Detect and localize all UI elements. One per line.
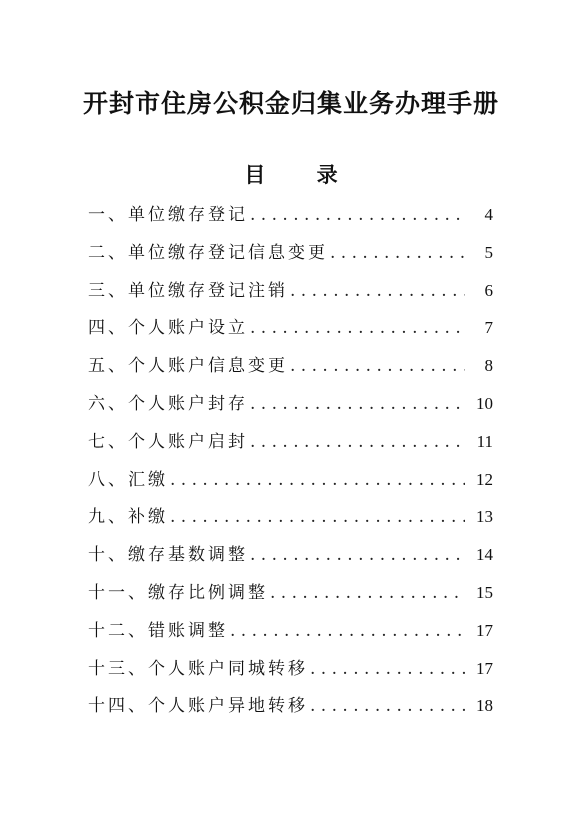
dot-leader bbox=[250, 424, 465, 462]
toc-entry[interactable] bbox=[88, 461, 493, 499]
dot-leader bbox=[290, 273, 465, 311]
dot-leader bbox=[310, 651, 465, 689]
toc-entry[interactable] bbox=[88, 650, 493, 688]
toc-entry[interactable] bbox=[88, 385, 493, 423]
toc-entry-page: 17 bbox=[476, 658, 493, 678]
toc-entry-page: 5 bbox=[484, 242, 493, 262]
toc-entry-label: 九、补缴 bbox=[88, 507, 168, 528]
dot-leader bbox=[170, 499, 465, 537]
toc-entry-page: 12 bbox=[476, 469, 493, 489]
toc-entry-page: 14 bbox=[476, 545, 493, 565]
toc-entry[interactable] bbox=[88, 687, 493, 725]
toc-entry-page: 15 bbox=[476, 582, 493, 602]
toc-entry[interactable] bbox=[88, 423, 493, 461]
toc-entry-label: 八、汇缴 bbox=[88, 469, 168, 490]
toc-entry[interactable] bbox=[88, 498, 493, 536]
toc-entry-label: 四、个人账户设立 bbox=[88, 318, 248, 339]
dot-leader bbox=[250, 537, 465, 575]
dot-leader bbox=[310, 688, 465, 726]
toc-entry[interactable] bbox=[88, 272, 493, 310]
toc-entry-page: 11 bbox=[476, 431, 493, 451]
dot-leader bbox=[250, 386, 465, 424]
toc-entry[interactable] bbox=[88, 574, 493, 612]
toc-entry-page: 17 bbox=[476, 620, 493, 640]
toc-entry[interactable] bbox=[88, 347, 493, 385]
toc-entry-label: 十一、缴存比例调整 bbox=[88, 582, 268, 603]
toc-entry-label: 十二、错账调整 bbox=[88, 620, 228, 641]
toc-entry[interactable] bbox=[88, 196, 493, 234]
toc-entry-page: 13 bbox=[476, 507, 493, 527]
toc-heading: 目 录 bbox=[244, 163, 360, 187]
toc-entry-label: 五、个人账户信息变更 bbox=[88, 356, 288, 377]
toc-entry-page: 6 bbox=[484, 280, 493, 300]
toc-entry-page: 10 bbox=[476, 393, 493, 413]
toc-entry-page: 8 bbox=[484, 356, 493, 376]
dot-leader bbox=[330, 235, 465, 273]
toc-entry[interactable] bbox=[88, 536, 493, 574]
dot-leader bbox=[230, 613, 465, 651]
toc-entry-label: 七、个人账户启封 bbox=[88, 431, 248, 452]
dot-leader bbox=[270, 575, 465, 613]
toc-entry-page: 7 bbox=[484, 318, 493, 338]
toc-entry-label: 十四、个人账户异地转移 bbox=[88, 696, 308, 717]
toc-entry[interactable] bbox=[88, 234, 493, 272]
toc-entry-label: 二、单位缴存登记信息变更 bbox=[88, 242, 328, 263]
table-of-contents bbox=[88, 196, 493, 725]
dot-leader bbox=[250, 310, 465, 348]
document-title: 开封市住房公积金归集业务办理手册 bbox=[82, 89, 499, 118]
dot-leader bbox=[250, 197, 465, 235]
toc-entry[interactable] bbox=[88, 309, 493, 347]
toc-entry-label: 一、单位缴存登记 bbox=[88, 205, 248, 225]
toc-entry-page: 18 bbox=[476, 696, 493, 716]
dot-leader bbox=[290, 348, 465, 386]
toc-entry-page: 4 bbox=[484, 205, 493, 224]
toc-entry-label: 六、个人账户封存 bbox=[88, 393, 248, 414]
dot-leader bbox=[170, 462, 465, 500]
toc-entry[interactable] bbox=[88, 612, 493, 650]
toc-entry-label: 三、单位缴存登记注销 bbox=[88, 280, 288, 301]
toc-entry-label: 十、缴存基数调整 bbox=[88, 545, 248, 566]
toc-entry-label: 十三、个人账户同城转移 bbox=[88, 658, 308, 679]
